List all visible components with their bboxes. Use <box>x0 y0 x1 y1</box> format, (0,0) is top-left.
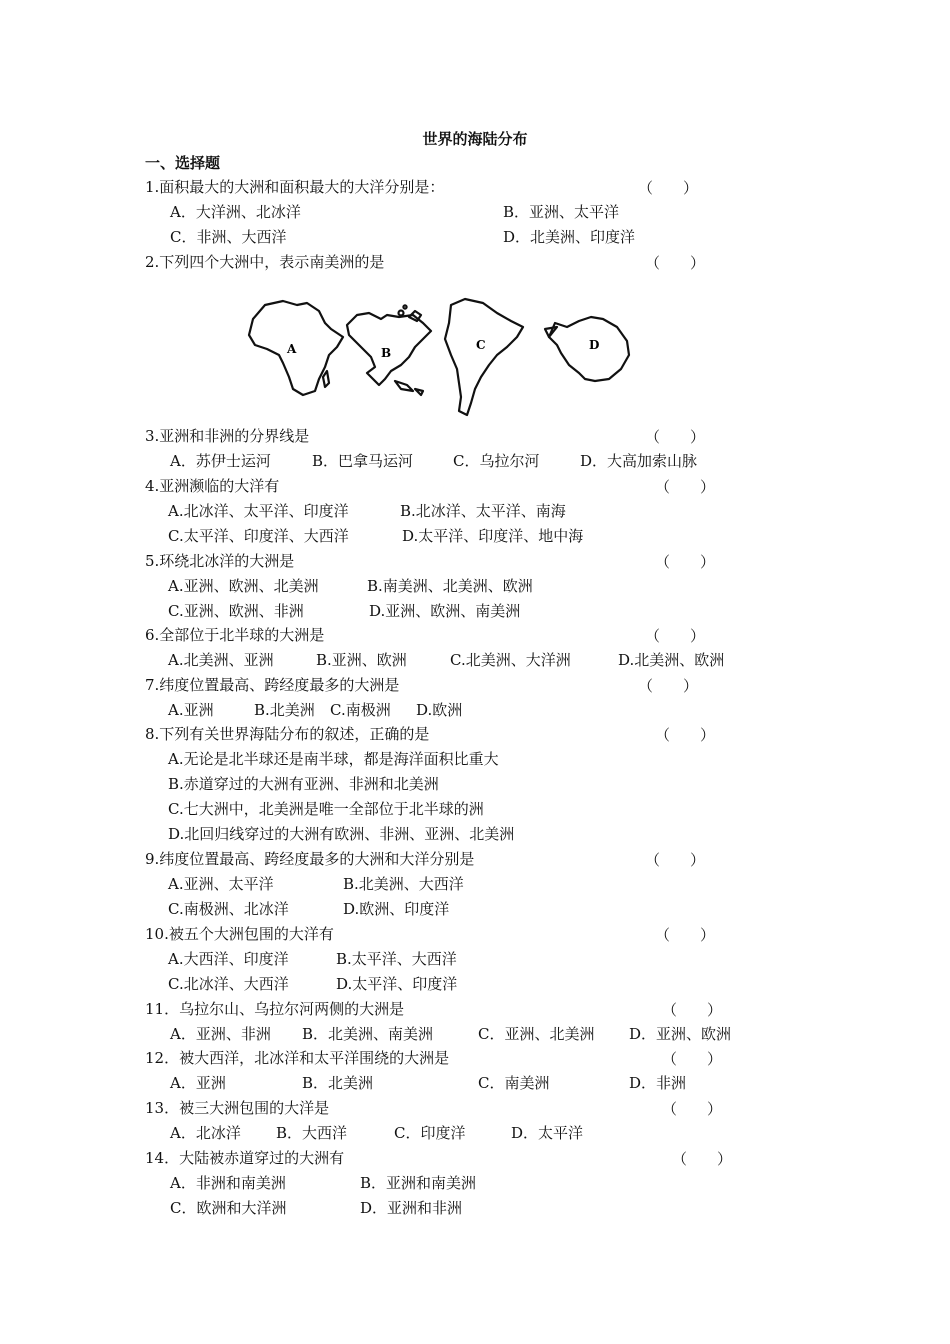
q5-option-a: A.亚洲、欧洲、北美洲 <box>168 577 319 595</box>
q10-option-a: A.大西洋、印度洋 <box>168 950 289 968</box>
page-title: 世界的海陆分布 <box>422 130 528 148</box>
question-10-stem: 10.被五个大洲包围的大洋有 <box>145 925 334 943</box>
q9-option-a: A.亚洲、太平洋 <box>168 875 274 893</box>
q9-option-b: B.北美洲、大西洋 <box>343 875 464 893</box>
map-label-d: D <box>589 338 600 352</box>
q1-option-a: A．大洋洲、北冰洋 <box>170 203 301 221</box>
q4-option-d: D.太平洋、印度洋、地中海 <box>402 527 584 545</box>
q12-option-d: D．非洲 <box>629 1074 687 1092</box>
question-2-answer-blank[interactable]: （ ） <box>645 254 706 272</box>
map-label-b: B <box>381 346 392 360</box>
q1-option-b: B．亚洲、太平洋 <box>503 203 620 221</box>
south-america-shape <box>445 299 523 415</box>
q10-option-d: D.太平洋、印度洋 <box>336 975 458 993</box>
q13-option-d: D．太平洋 <box>511 1124 584 1142</box>
question-6-answer-blank[interactable]: （ ） <box>645 627 706 645</box>
q9-option-c: C.南极洲、北冰洋 <box>168 900 289 918</box>
q3-option-d: D．大高加索山脉 <box>580 452 698 470</box>
q11-option-c: C．亚洲、北美洲 <box>478 1025 595 1043</box>
question-4-stem: 4.亚洲濒临的大洋有 <box>145 477 280 495</box>
q3-option-a: A．苏伊士运河 <box>170 452 271 470</box>
q14-option-a: A．非洲和南美洲 <box>170 1174 286 1192</box>
q14-option-d: D．亚洲和非洲 <box>360 1199 463 1217</box>
q13-option-a: A．北冰洋 <box>170 1124 241 1142</box>
q1-option-c: C．非洲、大西洋 <box>170 228 287 246</box>
question-3-stem: 3.亚洲和非洲的分界线是 <box>145 427 310 445</box>
q5-option-d: D.亚洲、欧洲、南美洲 <box>369 602 521 620</box>
q6-option-c: C.北美洲、大洋洲 <box>450 651 571 669</box>
map-label-a: A <box>287 342 297 356</box>
question-9-stem: 9.纬度位置最高、跨经度最多的大洲和大洋分别是 <box>145 850 475 868</box>
question-7-stem: 7.纬度位置最高、跨经度最多的大洲是 <box>145 676 400 694</box>
question-2-stem: 2.下列四个大洲中，表示南美洲的是 <box>145 253 385 271</box>
q7-option-a: A.亚洲 <box>168 701 214 719</box>
continents-svg <box>245 293 635 421</box>
question-8-stem: 8.下列有关世界海陆分布的叙述，正确的是 <box>145 725 430 743</box>
q13-option-b: B．大西洋 <box>276 1124 348 1142</box>
question-4-answer-blank[interactable]: （ ） <box>655 478 716 496</box>
q7-option-c: C.南极洲 <box>330 701 391 719</box>
question-11-answer-blank[interactable]: （ ） <box>662 1001 723 1019</box>
section-heading: 一、选择题 <box>145 154 221 172</box>
question-5-stem: 5.环绕北冰洋的大洲是 <box>145 552 295 570</box>
q10-option-c: C.北冰洋、大西洋 <box>168 975 289 993</box>
q6-option-a: A.北美洲、亚洲 <box>168 651 274 669</box>
question-14-answer-blank[interactable]: （ ） <box>672 1150 733 1168</box>
q9-option-d: D.欧洲、印度洋 <box>343 900 450 918</box>
q7-option-d: D.欧洲 <box>416 701 463 719</box>
q11-option-b: B．北美洲、南美洲 <box>302 1025 434 1043</box>
q14-option-b: B．亚洲和南美洲 <box>360 1174 477 1192</box>
question-10-answer-blank[interactable]: （ ） <box>655 926 716 944</box>
question-9-answer-blank[interactable]: （ ） <box>645 851 706 869</box>
question-8-answer-blank[interactable]: （ ） <box>655 726 716 744</box>
q11-option-d: D．亚洲、欧洲 <box>629 1025 732 1043</box>
q3-option-c: C．乌拉尔河 <box>453 452 540 470</box>
q4-option-c: C.太平洋、印度洋、大西洋 <box>168 527 349 545</box>
continents-figure <box>245 293 635 421</box>
question-13-stem: 13．被三大洲包围的大洋是 <box>145 1099 330 1117</box>
q8-option-c: C.七大洲中，北美洲是唯一全部位于北半球的洲 <box>168 800 484 818</box>
q6-option-b: B.亚洲、欧洲 <box>316 651 407 669</box>
map-label-c: C <box>476 338 486 352</box>
q10-option-b: B.太平洋、大西洋 <box>336 950 457 968</box>
question-12-stem: 12．被大西洋，北冰洋和太平洋围绕的大洲是 <box>145 1049 450 1067</box>
q12-option-b: B．北美洲 <box>302 1074 374 1092</box>
q12-option-a: A．亚洲 <box>170 1074 226 1092</box>
q14-option-c: C．欧洲和大洋洲 <box>170 1199 287 1217</box>
question-1-stem: 1.面积最大的大洲和面积最大的大洋分别是： <box>145 178 445 196</box>
q5-option-c: C.亚洲、欧洲、非洲 <box>168 602 304 620</box>
q4-option-a: A.北冰洋、太平洋、印度洋 <box>168 502 349 520</box>
question-11-stem: 11．乌拉尔山、乌拉尔河两侧的大洲是 <box>145 1000 405 1018</box>
q12-option-c: C．南美洲 <box>478 1074 550 1092</box>
q5-option-b: B.南美洲、北美洲、欧洲 <box>367 577 533 595</box>
question-14-stem: 14．大陆被赤道穿过的大洲有 <box>145 1149 345 1167</box>
q4-option-b: B.北冰洋、太平洋、南海 <box>400 502 566 520</box>
question-6-stem: 6.全部位于北半球的大洲是 <box>145 626 325 644</box>
q6-option-d: D.北美洲、欧洲 <box>618 651 725 669</box>
q11-option-a: A．亚洲、非洲 <box>170 1025 271 1043</box>
question-1-answer-blank[interactable]: （ ） <box>638 179 699 197</box>
question-12-answer-blank[interactable]: （ ） <box>662 1050 723 1068</box>
question-5-answer-blank[interactable]: （ ） <box>655 553 716 571</box>
q8-option-b: B.赤道穿过的大洲有亚洲、非洲和北美洲 <box>168 775 439 793</box>
q1-option-d: D．北美洲、印度洋 <box>503 228 636 246</box>
question-3-answer-blank[interactable]: （ ） <box>645 428 706 446</box>
q13-option-c: C．印度洋 <box>394 1124 466 1142</box>
question-13-answer-blank[interactable]: （ ） <box>662 1100 723 1118</box>
question-7-answer-blank[interactable]: （ ） <box>638 677 699 695</box>
q7-option-b: B.北美洲 <box>254 701 315 719</box>
q8-option-d: D.北回归线穿过的大洲有欧洲、非洲、亚洲、北美洲 <box>168 825 515 843</box>
q3-option-b: B．巴拿马运河 <box>312 452 414 470</box>
q8-option-a: A.无论是北半球还是南半球，都是海洋面积比重大 <box>168 750 499 768</box>
